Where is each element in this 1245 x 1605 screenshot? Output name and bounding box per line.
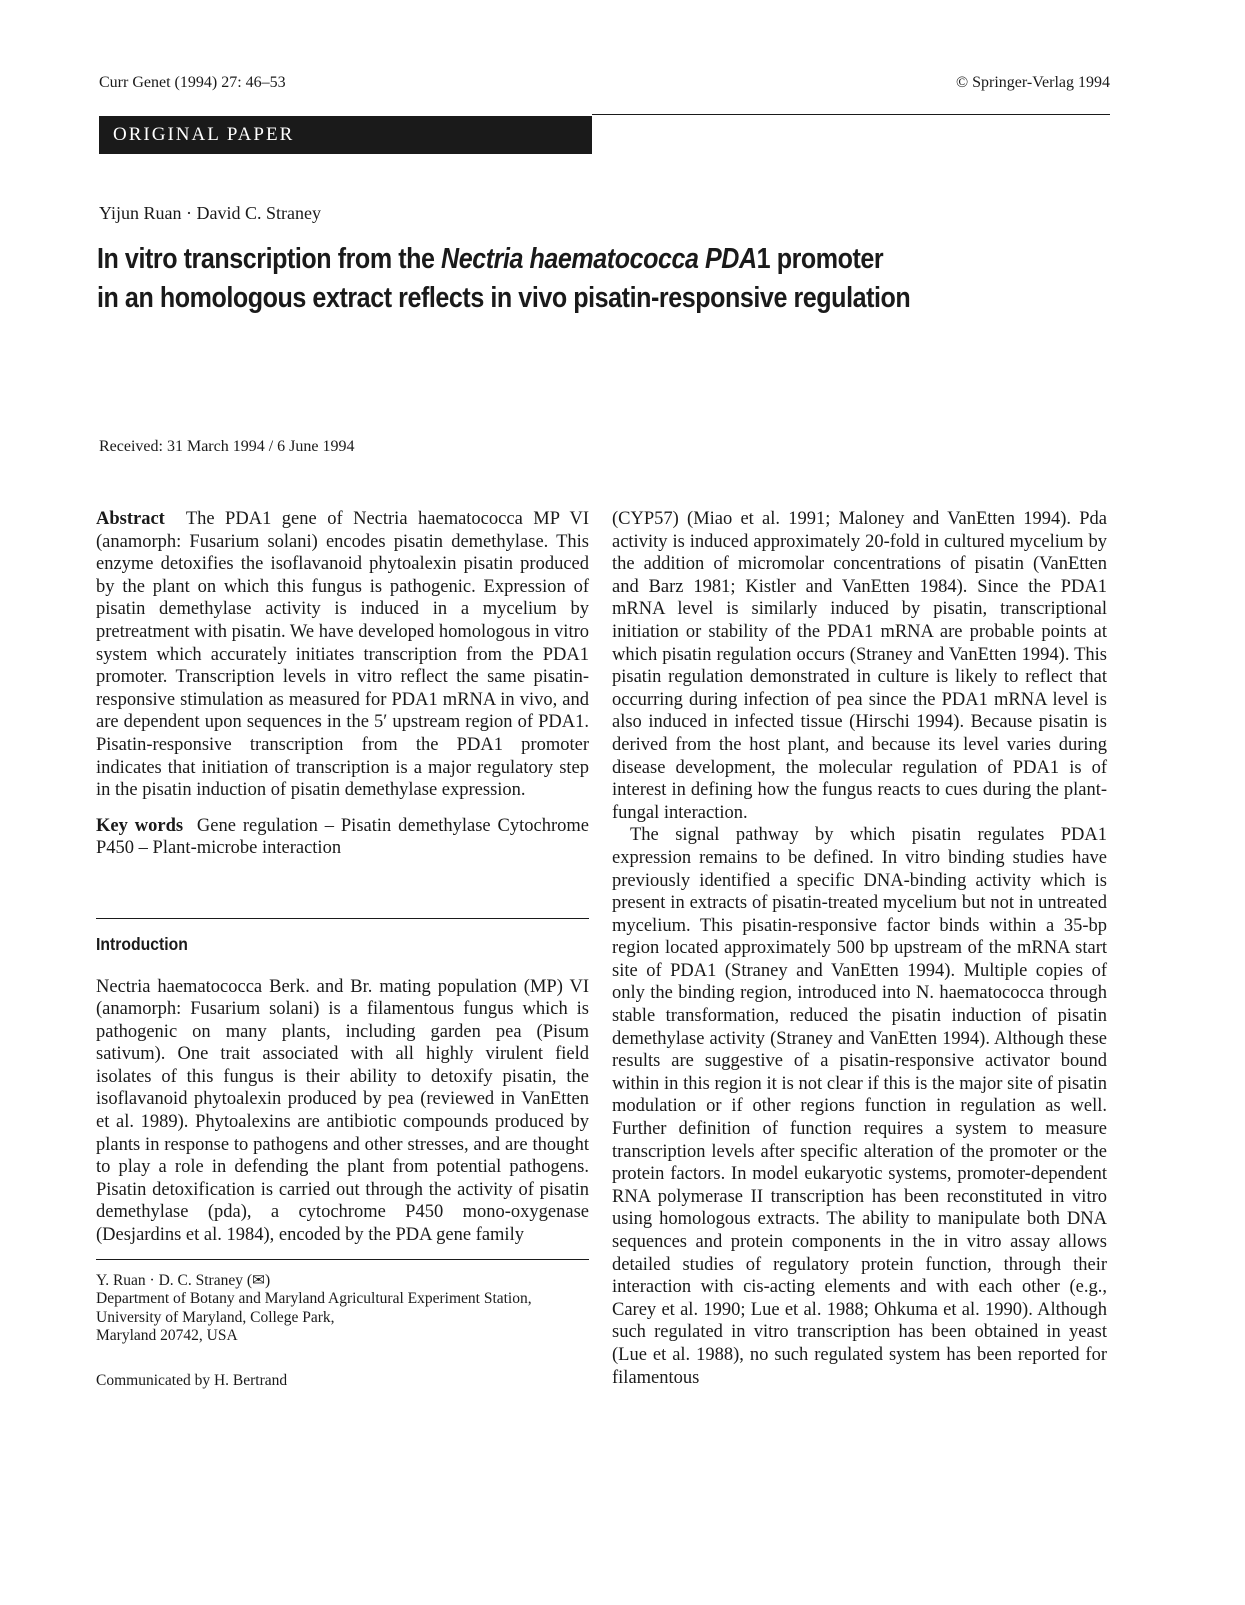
right-column <box>612 508 1107 1389</box>
author-list: Yijun Ruan · David C. Straney <box>99 203 321 223</box>
author-affiliation: Y. Ruan · D. C. Straney (✉) Department of Botany and Maryland Agricultural Experiment Station, University of Maryland, College Park, Maryland 20742, USA <box>96 1272 589 1346</box>
introduction-paragraph-2: The signal pathway by which pisatin regulates PDA1 expression remains to be defined. In vitro binding studies have previously identified a specific DNA-binding activity which is present in extracts of pisatin-treated mycelium but not in untreated mycelium. This pisatin-responsive factor binds within a 35-bp region located approximately 500 bp upstream of the mRNA start site of PDA1 (Straney and VanEtten 1994). Multiple copies of only the binding region, introduced into N. haematococca through stable transformation, reduced the pisatin induction of pisatin demethylase activity (Straney and VanEtten 1994). Although these results are suggestive of a pisatin-responsive activator bound within in this region it is not clear if this is the major site of pisatin modulation or if other regions function in regulation as well. Further definition of function requires a system to measure transcription levels after specific alteration of the promoter or the protein factors. In model eukaryotic systems, promoter-dependent RNA polymerase II transcription has been reconstituted in vitro using homologous extracts. The ability to manipulate both DNA sequences and protein components in the in vitro assay allows detailed studies of regulatory protein function, through their interaction with cis-acting elements and with each other (e.g., Carey et al. 1990; Lue et al. 1988; Ohkuma et al. 1990). Although such regulated in vitro transcription has been obtained in yeast (Lue et al. 1988), no such regulated system has been reported for filamentous <box>612 825 1107 1388</box>
copyright-notice: © Springer-Verlag 1994 <box>955 74 1110 91</box>
footnote-divider <box>96 1259 589 1260</box>
abstract-text: The PDA1 gene of Nectria haematococca MP VI (anamorph: Fusarium solani) encodes pisatin demethylase. This enzyme detoxifies the isoflavanoid phytoalexin pisatin produced by the plant on which this fungus is pathogenic. Expression of pisatin demethylase activity is induced in a mycelium by pretreatment with pisatin. We have developed homologous in vitro system which accurately initiates transcription from the PDA1 promoter. Transcription levels in vitro reflect the same pisatin-responsive stimulation as measured for PDA1 mRNA in vivo, and are dependent upon sequences in the 5′ upstream region of PDA1. Pisatin-responsive transcription from the PDA1 promoter indicates that initiation of transcription is a major regulatory step in the pisatin induction of pisatin demethylase expression. <box>96 509 589 801</box>
article-type-banner: ORIGINAL PAPER <box>99 116 592 154</box>
received-dates: Received: 31 March 1994 / 6 June 1994 <box>99 438 355 455</box>
title-line-1: In vitro transcription from the Nectria haematococca PDA1 promoter <box>97 243 884 275</box>
keywords-label: Key words <box>96 815 184 836</box>
abstract-label: Abstract <box>96 509 165 529</box>
left-column <box>96 508 589 1392</box>
communicated-by: Communicated by H. Bertrand <box>96 1371 288 1389</box>
correspondence-authors: Y. Ruan · D. C. Straney (✉) <box>96 1271 271 1289</box>
introduction-paragraph-1: Nectria haematococca Berk. and Br. mating population (MP) VI (anamorph: Fusarium solani) is a filamentous fungus which is pathogenic on many plants, including garden pea (Pisum sativum). One trait associated with all highly virulent field isolates of this fungus is their ability to detoxify pisatin, the isoflavanoid phytoalexin produced by pea (reviewed in VanEtten et al. 1989). Phytoalexins are antibiotic compounds produced by plants in response to pathogens and other stresses, and are thought to play a role in defending the plant from potential pathogens. Pisatin detoxification is carried out through the activity of pisatin demethylase (pda), a cytochrome P450 mono-oxygenase (Desjardins et al. 1984), encoded by the PDA gene family <box>96 976 589 1246</box>
introduction-heading: Introduction <box>96 933 188 954</box>
section-divider <box>96 918 589 919</box>
header-rule <box>592 114 1110 115</box>
abstract <box>96 508 589 802</box>
keywords-text: Gene regulation – Pisatin demethylase Cytochrome P450 – Plant-microbe interaction <box>96 815 589 859</box>
title-line-2: in an homologous extract reflects in vivo pisatin-responsive regulation <box>97 282 911 314</box>
journal-citation: Curr Genet (1994) 27: 46–53 <box>99 74 286 91</box>
introduction-paragraph-1-continued: (CYP57) (Miao et al. 1991; Maloney and VanEtten 1994). Pda activity is induced approximately 20-fold in cultured mycelium by the addition of micromolar concentrations of pisatin (VanEtten and Barz 1981; Kistler and VanEtten 1984). Since the PDA1 mRNA level is similarly induced by pisatin, transcriptional initiation or stability of the PDA1 mRNA are probable points at which pisatin regulation occurs (Straney and VanEtten 1994). This pisatin regulation demonstrated in culture is likely to reflect that occurring during infection of pea since the PDA1 mRNA level is also induced in infected tissue (Hirschi 1994). Because pisatin is derived from the host plant, and because its level varies during disease development, the molecular regulation of PDA1 is of interest in defining how the fungus reacts to cues during the plant-fungal interaction. <box>612 509 1107 823</box>
keywords <box>96 815 589 860</box>
article-title <box>97 240 1109 318</box>
